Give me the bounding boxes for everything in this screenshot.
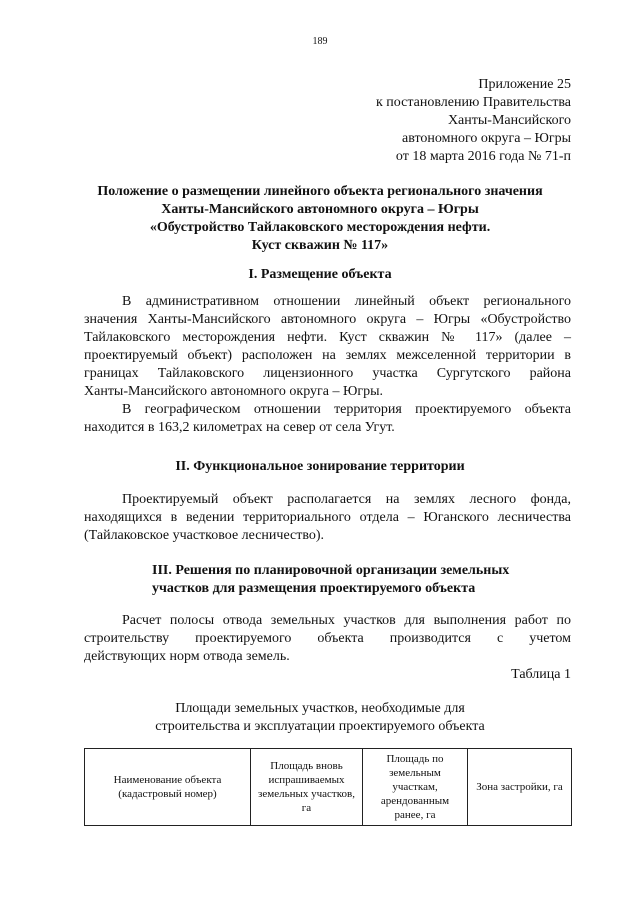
column-header-new-area: Площадь вновь испрашиваемых земельных участков, га [251, 749, 363, 826]
text-line: значения Ханты-Мансийского автономного округа – Югры «Обустройство [84, 312, 571, 327]
appendix-line: автономного округа – Югры [402, 131, 571, 146]
table-label: Таблица 1 [511, 667, 571, 682]
text-line: Проектируемый объект располагается на землях лесного фонда, [122, 492, 571, 507]
title-line: «Обустройство Тайлаковского месторождения нефти. [149, 220, 491, 235]
text-line: строительству проектируемого объекта производится с учетом [84, 631, 571, 646]
text-line: действующих норм отвода земель. [84, 649, 290, 664]
title-line: Положение о размещении линейного объекта регионального значения [97, 184, 543, 199]
page-number: 189 [312, 36, 328, 47]
section-2-paragraph-1 [84, 491, 571, 545]
section-1-paragraph-2 [84, 401, 571, 437]
text-line: находящихся в ведении территориального отдела – Юганского лесничества [84, 510, 571, 525]
column-header-object-name: Наименование объекта (кадастровый номер) [85, 749, 251, 826]
text-line: Ханты-Мансийского автономного округа – Югры. [84, 384, 384, 399]
text-line: Расчет полосы отвода земельных участков для выполнения работ по [122, 613, 571, 628]
appendix-line: от 18 марта 2016 года № 71-п [395, 149, 571, 164]
section-3-paragraph-1 [84, 612, 571, 666]
column-header-leased-area: Площадь по земельным участкам, арендованным ранее, га [363, 749, 468, 826]
document-title [70, 183, 570, 255]
caption-line: Площади земельных участков, необходимые для [175, 701, 465, 716]
text-line: (Тайлаковское участковое лесничество). [84, 528, 325, 543]
section-1-heading: I. Размещение объекта [248, 267, 392, 282]
appendix-line: к постановлению Правительства [375, 95, 571, 110]
table-header-row [85, 749, 572, 826]
text-line: границах Тайлаковского лицензионного участка Сургутского района [84, 366, 571, 381]
appendix-line: Ханты-Мансийского [447, 113, 571, 128]
land-area-table [84, 748, 572, 826]
section-1-paragraph-1 [84, 293, 571, 401]
table-caption [70, 700, 570, 736]
caption-line: строительства и эксплуатации проектируемого объекта [155, 719, 485, 734]
section-2-heading: II. Функциональное зонирование территории [175, 459, 465, 474]
title-line: Куст скважин № 117» [251, 238, 389, 253]
text-line: находится в 163,2 километрах на север от села Угут. [84, 420, 395, 435]
appendix-block [376, 76, 571, 166]
column-header-building-zone: Зона застройки, га [468, 749, 572, 826]
section-3-heading [152, 562, 572, 598]
text-line: В географическом отношении территория проектируемого объекта [122, 402, 571, 417]
text-line: Тайлаковского месторождения нефти. Куст скважин № 117» (далее – [84, 330, 571, 345]
text-line: проектируемый объект) расположен на землях межселенной территории в [84, 348, 571, 363]
title-line: Ханты-Мансийского автономного округа – Югры [161, 202, 479, 217]
heading-line: участков для размещения проектируемого объекта [152, 581, 476, 596]
appendix-line: Приложение 25 [478, 77, 571, 92]
text-line: В административном отношении линейный объект регионального [122, 294, 571, 309]
heading-line: III. Решения по планировочной организации земельных [152, 563, 510, 578]
